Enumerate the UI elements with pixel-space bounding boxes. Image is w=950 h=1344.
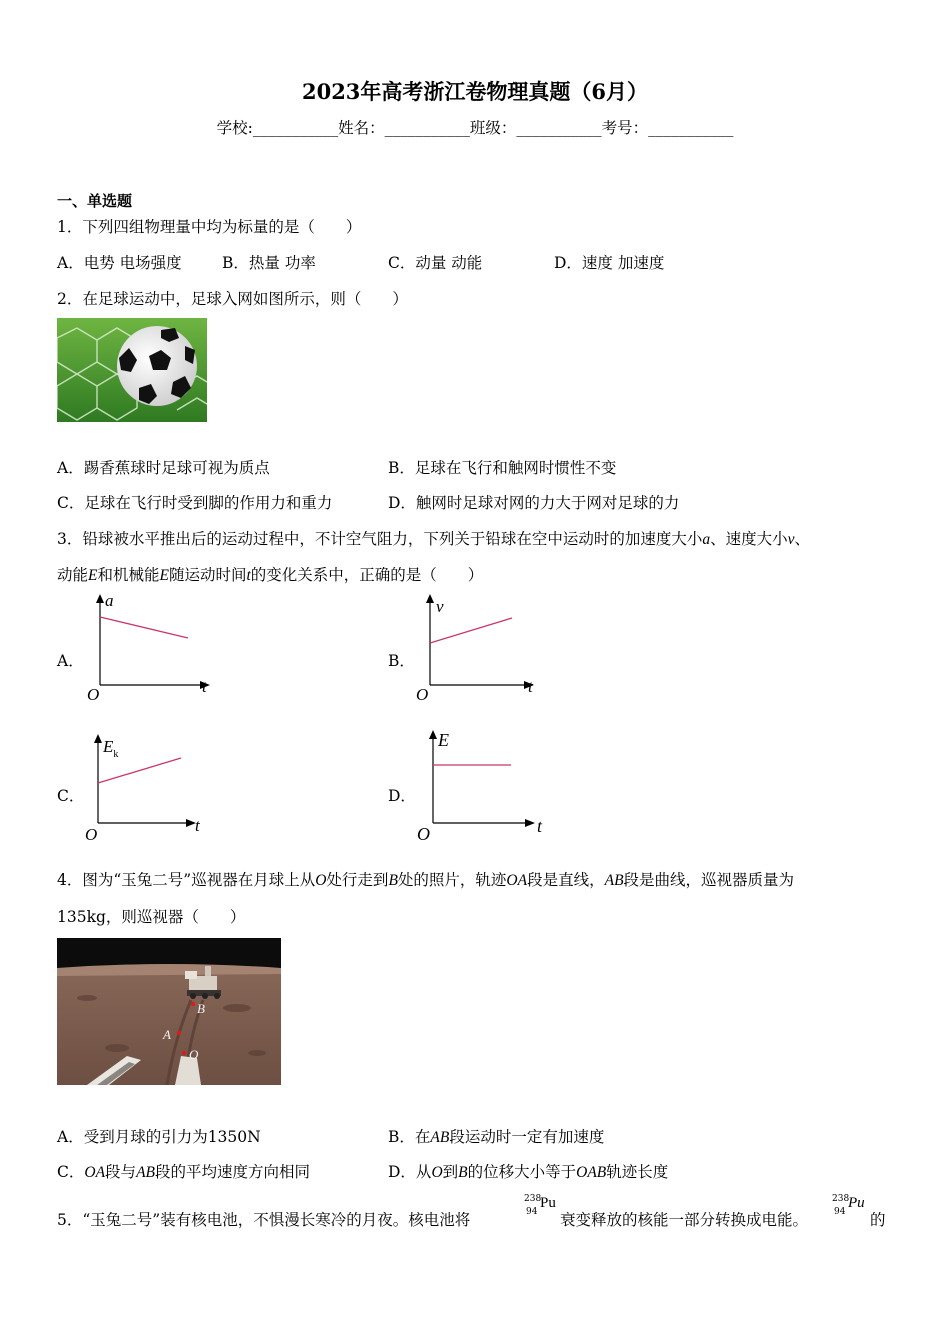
student-info-line: 学校:___________姓名：___________班级：___________考号：___________ (216, 119, 734, 137)
graph-c (78, 732, 218, 844)
graph-c-xlabel: t (195, 816, 200, 835)
q2-stem: 2．在足球运动中，足球入网如图所示，则（ ） (57, 290, 408, 308)
graph-d-origin: O (417, 824, 430, 844)
photo-label-o: O (189, 1047, 199, 1062)
q5-stem-b: 衰变释放的核能一部分转换成电能。 (560, 1211, 809, 1229)
graph-b-series-line (430, 618, 512, 643)
q2-option-a: A．踢香蕉球时足球可视为质点 (57, 459, 270, 477)
graph-a-ylabel: a (105, 592, 114, 610)
q4-option-a: A．受到月球的引力为1350N (57, 1128, 261, 1146)
graph-a-origin: O (87, 685, 100, 704)
graph-c-origin: O (85, 825, 98, 844)
q4-stem-line2: 135kg，则巡视器（ ） (57, 908, 246, 926)
football-photo (57, 318, 207, 422)
q3-option-b-label: B． (388, 652, 415, 670)
graph-d-xlabel: t (537, 816, 543, 836)
q4-option-c: C．OA段与AB段的平均速度方向相同 (57, 1163, 311, 1181)
q3-stem-line2: 动能E和机械能E随运动时间t的变化关系中，正确的是（ ） (57, 566, 484, 584)
graph-b-origin: O (416, 685, 429, 704)
q3-option-d-label: D． (388, 787, 416, 805)
rover-photo (57, 938, 281, 1085)
graph-b-ylabel: v (436, 597, 444, 616)
graph-d-ylabel: E (438, 730, 449, 750)
pu-isotope-1: 238 94 Pu (524, 1194, 556, 1217)
photo-label-b: B (197, 1001, 205, 1016)
q3-option-a-label: A． (57, 652, 84, 670)
graph-b (410, 592, 550, 704)
q3-option-c-label: C． (57, 787, 85, 805)
q5-stem: 5．“玉兔二号”装有核电池，不惧漫长寒冷的月夜。核电池将 (57, 1211, 471, 1229)
q1-option-a: A．电势 电场强度 (57, 254, 182, 272)
q2-option-b: B．足球在飞行和触网时惯性不变 (388, 459, 617, 477)
q1-option-d: D．速度 加速度 (554, 254, 665, 272)
exam-title: 2023年高考浙江卷物理真题（6月） (301, 79, 649, 104)
q1-stem: 1．下列四组物理量中均为标量的是（ ） (57, 218, 362, 236)
graph-c-ylabel: $E_k$ (103, 737, 119, 760)
q1-option-c: C．动量 动能 (388, 254, 483, 272)
q1-option-b: B．热量 功率 (222, 254, 316, 272)
q2-option-c: C．足球在飞行时受到脚的作用力和重力 (57, 494, 333, 512)
section-heading: 一、单选题 (57, 192, 133, 210)
q3-stem-line1: 3．铅球被水平推出后的运动过程中，不计空气阻力，下列关于铅球在空中运动时的加速度大小a、速度大小v、 (57, 530, 811, 548)
pu-isotope-2: 238 94 Pu (832, 1194, 865, 1217)
q2-option-d: D．触网时足球对网的力大于网对足球的力 (388, 494, 680, 512)
graph-a-xlabel: t (202, 677, 207, 696)
q5-stem-c: 的 (870, 1211, 886, 1229)
graph-b-xlabel: t (528, 677, 533, 696)
graph-d (413, 728, 553, 844)
graph-c-series-line (98, 758, 181, 783)
q4-option-d: D．从O到B的位移大小等于OAB轨迹长度 (388, 1163, 669, 1181)
q4-option-b: B．在AB段运动时一定有加速度 (388, 1128, 605, 1146)
q4-stem-line1: 4．图为“玉兔二号”巡视器在月球上从O处行走到B处的照片，轨迹OA段是直线，AB段是曲线，巡视器质量为 (57, 871, 795, 889)
graph-a-series-line (100, 617, 188, 638)
graph-a (80, 592, 220, 704)
photo-label-a: A (163, 1027, 171, 1042)
